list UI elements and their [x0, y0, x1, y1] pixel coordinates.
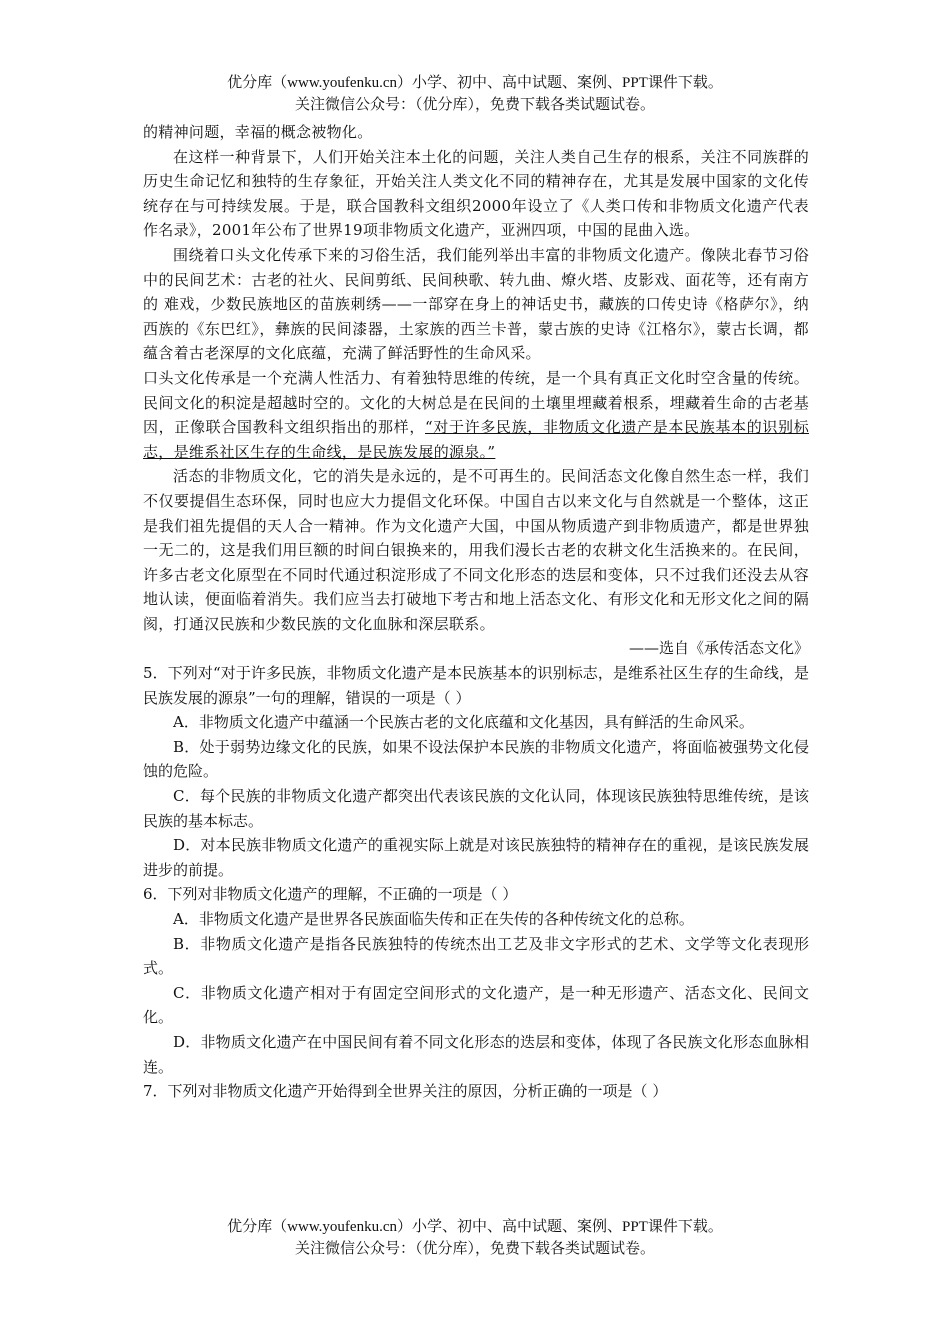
question-6-option-a: A．非物质文化遗产是世界各民族面临失传和正在失传的各种传统文化的总称。	[173, 910, 694, 928]
question-6: 6．下列对非物质文化遗产的理解，不正确的一项是（ ）	[143, 885, 518, 904]
paragraph-2: 围绕着口头文化传承下来的习俗生活，我们能列举出丰富的非物质文化遗产。像陕北春节习俗中的民间艺术：古老的社火、民间剪纸、民间秧歌、转九曲、燎火塔、皮影戏、面花等，还有南方的 难戏，少数民族地区的苗族刺绣——一部穿在身上的神话史书，藏族的口传史诗《格萨尔》，纳西族的《东巴红》，彝族的民间漆器，土家族的西兰卡普，蒙古族的史诗《江格尔》，蒙古长调，都蕴含着古老深厚的文化底蕴，充满了鲜活野性的生命风采。	[143, 245, 809, 363]
underlined-quote: “对于许多民族，非物质文化遗产是本民族基本的识别标志，是维系社区生存的生命线，是民族发展的源泉。”	[143, 418, 809, 461]
question-5-option-c: C．每个民族的非物质文化遗产都突出代表该民族的文化认同，体现该民族独特思维传统，是该民族的基本标志。	[143, 787, 809, 830]
question-6-option-c: C．非物质文化遗产相对于有固定空间形式的文化遗产，是一种无形遗产、活态文化、民间文化。	[143, 983, 809, 1027]
footer-line-1: 优分库（www.youfenku.cn）小学、初中、高中试题、案例、PPT课件下载。	[227, 1219, 723, 1235]
article-source: ——选自《承传活态文化》	[628, 639, 809, 658]
question-5-option-a: A．非物质文化遗产中蕴涵一个民族古老的文化底蕴和文化基因，具有鲜活的生命风采。	[173, 713, 754, 732]
paragraph-1: 在这样一种背景下，人们开始关注本土化的问题，关注人类自己生存的根系，关注不同族群的历史生命记忆和独特的生存象征，开始关注人类文化不同的精神存在，尤其是发展中国家的文化传统存在与可持续发展。于是，联合国教科文组织2000年设立了《人类口传和非物质文化遗产代表作名录》，2001年公布了世界19项非物质文化遗产，亚洲四项，中国的昆曲入选。	[143, 147, 809, 240]
question-7: 7．下列对非物质文化遗产开始得到全世界关注的原因，分析正确的一项是（ ）	[143, 1082, 668, 1101]
paragraph-4: 活态的非物质文化，它的消失是永远的，是不可再生的。民间活态文化像自然生态一样，我们不仅要提倡生态环保，同时也应大力提倡文化环保。中国自古以来文化与自然就是一个整体，这正是我们祖先提倡的天人合一精神。作为文化遗产大国，中国从物质遗产到非物质遗产，都是世界独一无二的，这是我们用巨额的时间白银换来的，用我们漫长古老的农耕文化生活换来的。在民间，许多古老文化原型在不同时代通过积淀形成了不同文化形态的迭层和变体，只不过我们还没去从容地认读，便面临着消失。我们应当去打破地下考古和地上活态文化、有形文化和无形文化之间的隔阂，打通汉民族和少数民族的文化血脉和深层联系。	[143, 467, 809, 633]
footer-line-2: 关注微信公众号：（优分库），免费下载各类试题试卷。	[294, 1241, 655, 1257]
header-line-1: 优分库（www.youfenku.cn）小学、初中、高中试题、案例、PPT课件下载。	[227, 75, 723, 91]
question-5-option-b: B．处于弱势边缘文化的民族，如果不设法保护本民族的非物质文化遗产，将面临被强势文化侵蚀的危险。	[143, 737, 809, 781]
question-5: 5．下列对“对于许多民族，非物质文化遗产是本民族基本的识别标志，是维系社区生存的生命线，是民族发展的源泉”一句的理解，错误的一项是（ ）	[143, 664, 809, 707]
page-header	[0, 72, 950, 116]
paragraph-3-text: 口头文化传承是一个充满人性活力、有着独特思维的传统，是一个具有真正文化时空含量的传统。民间文化的积淀是超越时空的。文化的大树总是在民间的土壤里埋藏着根系，埋藏着生命的古老基因，正像联合国教科文组织指出的那样，	[143, 368, 809, 437]
paragraph-0: 的精神问题，幸福的概念被物化。	[143, 123, 373, 141]
page-footer	[0, 1216, 950, 1260]
paragraph-3	[143, 366, 809, 464]
question-5-option-d: D．对本民族非物质文化遗产的重视实际上就是对该民族独特的精神存在的重视，是该民族发展进步的前提。	[143, 836, 809, 879]
question-6-option-d: D．非物质文化遗产在中国民间有着不同文化形态的迭层和变体，体现了各民族文化形态血脉相连。	[143, 1032, 809, 1076]
question-6-option-b: B．非物质文化遗产是指各民族独特的传统杰出工艺及非文字形式的艺术、文学等文化表现形式。	[143, 934, 809, 978]
page-content	[143, 120, 809, 1104]
header-line-2: 关注微信公众号：（优分库），免费下载各类试题试卷。	[294, 97, 655, 113]
